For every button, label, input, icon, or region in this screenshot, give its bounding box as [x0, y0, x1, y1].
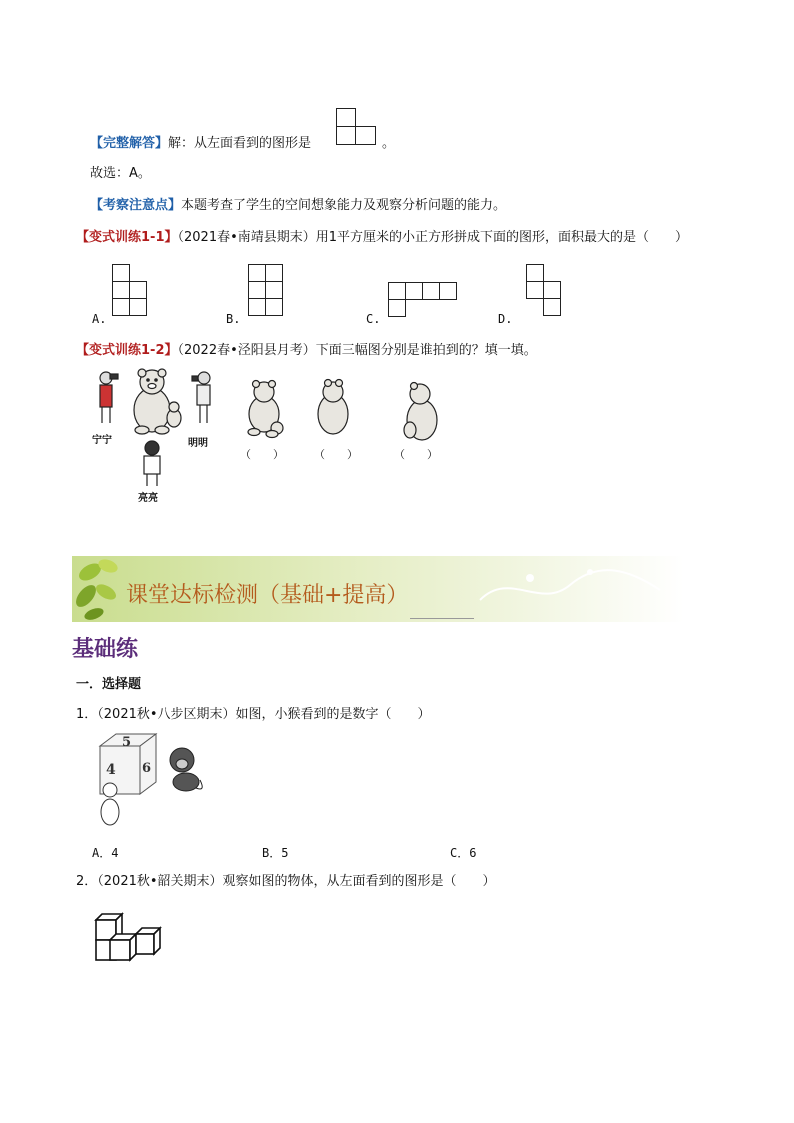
name-ningning: 宁宁: [92, 435, 112, 446]
leaf-decoration-icon: [72, 552, 132, 624]
swirl-decoration-icon: [470, 560, 670, 620]
variant-1-1-tag: 【变式训练1-1】: [76, 230, 178, 245]
ningning-figure: [100, 372, 118, 423]
option-c-label: C.: [366, 312, 381, 326]
mouse-figure: [101, 783, 119, 825]
option-b-label: B.: [226, 312, 241, 326]
variant-1-2-text: （2022春•泾阳县月考）下面三幅图分别是谁拍到的？填一填。: [177, 343, 537, 358]
name-mingming: 明明: [188, 438, 208, 449]
variant-1-2-line: [76, 342, 537, 360]
blank-3: （ ）: [394, 448, 438, 461]
banner-title: 课堂达标检测（基础+提高）: [126, 583, 409, 608]
answer-shape-figure: [336, 108, 380, 146]
banner-underline: [410, 618, 474, 619]
variant-1-1-line: [76, 229, 688, 247]
answer-line: [90, 135, 311, 153]
note-line: [90, 197, 506, 215]
note-text: 本题考查了学生的空间想象能力及观察分析问题的能力。: [181, 198, 507, 213]
cubes-figure: [94, 912, 164, 966]
q1-option-c: C．6: [450, 846, 477, 860]
answer-text: 解：从左面看到的图形是: [168, 136, 312, 151]
cube-number-top: 5: [122, 735, 132, 750]
section-title: 基础练: [72, 637, 139, 662]
answer-tag: 【完整解答】: [90, 136, 169, 151]
monkey-figure: [170, 748, 202, 791]
q1-option-a: A．4: [92, 846, 119, 860]
mingming-figure: [192, 372, 210, 423]
question-1-text: 1．（2021秋•八步区期末）如图，小猴看到的是数字（ ）: [76, 707, 431, 722]
answer-end: 。: [382, 136, 396, 151]
cube-number-right: 6: [142, 761, 152, 776]
bear-figure: [134, 369, 181, 434]
cube-monkey-figure: [92, 732, 212, 832]
variant-1-2-tag: 【变式训练1-2】: [76, 343, 178, 358]
variant-1-1-text: （2021春•南靖县期末）用1平方厘米的小正方形拼成下面的图形，面积最大的是（ ）: [177, 230, 689, 245]
part-title: 一．选择题: [76, 677, 142, 692]
question-2-text: 2．（2021秋•韶关期末）观察如图的物体，从左面看到的图形是（ ）: [76, 874, 496, 889]
bear-view-3: [396, 380, 446, 446]
blank-1: （ ）: [240, 448, 284, 461]
q1-option-b: B．5: [262, 846, 289, 860]
bear-view-1: [248, 381, 283, 438]
blank-2: （ ）: [314, 448, 358, 461]
bear-view-2: [318, 380, 348, 435]
answer-choose: 故选：A。: [90, 166, 151, 181]
note-tag: 【考察注意点】: [90, 198, 182, 213]
option-a-label: A.: [92, 312, 107, 326]
liangliang-figure: [144, 441, 160, 486]
name-liangliang: 亮亮: [138, 493, 158, 504]
cube-number-front: 4: [106, 762, 116, 778]
kids-bear-illustration: [92, 368, 362, 508]
option-d-label: D.: [498, 312, 513, 326]
